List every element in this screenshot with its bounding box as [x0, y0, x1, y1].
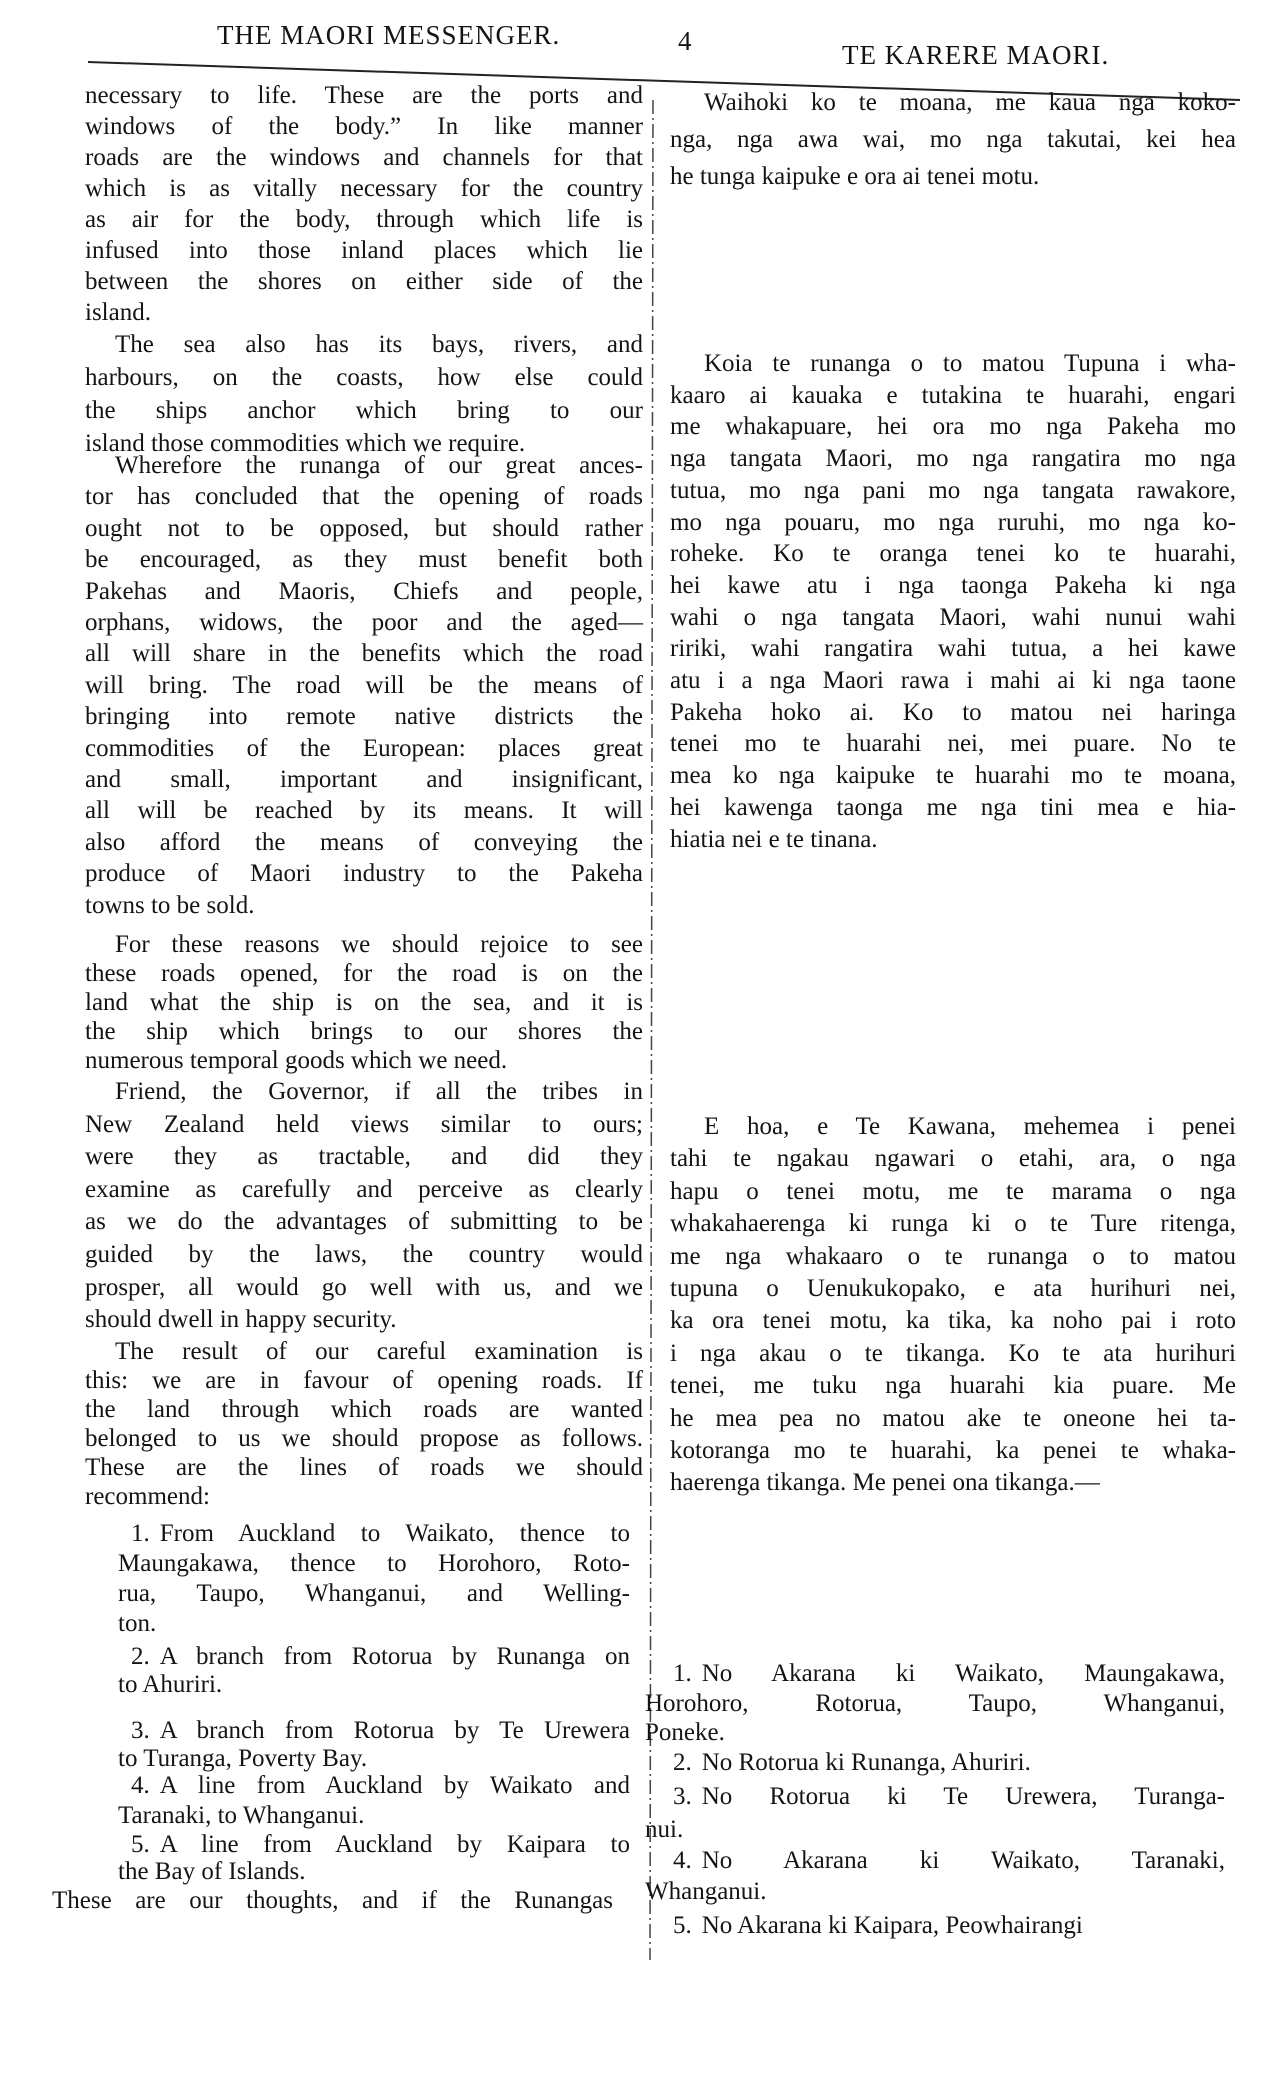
- list-number: 4.: [131, 1772, 150, 1799]
- text-line: [85, 1076, 643, 1109]
- line-text: wahi o nga tangata Maori, wahi nunui wahi: [670, 603, 1236, 631]
- line-text: towns to be sold.: [85, 891, 255, 919]
- line-text: whakahaerenga ki runga ki o te Ture ritenga,: [670, 1210, 1236, 1238]
- text-line: [85, 513, 643, 544]
- line-text: Waihoki ko te moana, me kaua nga koko-: [704, 89, 1236, 116]
- line-text: From Auckland to Waikato, thence to: [159, 1520, 630, 1547]
- line-text: Whanganui.: [645, 1878, 767, 1905]
- text-line: [85, 1239, 643, 1272]
- text-line: [118, 1519, 630, 1549]
- line-text: the land through which roads are wanted: [85, 1396, 643, 1423]
- text-line: [118, 1671, 630, 1699]
- text-line: [670, 760, 1236, 792]
- text-line: [85, 1206, 643, 1239]
- paragraph: [85, 930, 643, 1075]
- line-text: should dwell in happy security.: [85, 1306, 397, 1334]
- list-item: [118, 1771, 630, 1831]
- line-text: be encouraged, as they must benefit both: [85, 546, 643, 574]
- text-line: [85, 638, 643, 669]
- line-text: nga, nga awa wai, mo nga takutai, kei hea: [670, 126, 1236, 153]
- paragraph: [670, 348, 1236, 855]
- text-line: [670, 475, 1236, 507]
- line-text: which is as vitally necessary for the country: [85, 175, 643, 202]
- line-text: bringing into remote native districts the: [85, 703, 643, 731]
- line-text: as air for the body, through which life is: [85, 206, 643, 233]
- text-line: [118, 1549, 630, 1579]
- list-number: 3.: [673, 1783, 692, 1810]
- line-text: also afford the means of conveying the: [85, 828, 643, 856]
- line-text: Maungakawa, thence to Horohoro, Roto-: [118, 1550, 630, 1577]
- list-number: 1.: [131, 1520, 150, 1547]
- line-text: Koia te runanga o to matou Tupuna i wha-: [704, 350, 1236, 377]
- text-line: [670, 728, 1236, 760]
- line-text: windows of the body.” In like manner: [85, 113, 643, 140]
- line-text: and small, important and insignificant,: [85, 766, 643, 794]
- text-line: [118, 1609, 630, 1639]
- line-text: ought not to be opposed, but should rather: [85, 514, 643, 542]
- line-text: mea ko nga kaipuke te huarahi mo te moana,: [670, 762, 1236, 790]
- paragraph: [670, 84, 1236, 195]
- text-line: [85, 1337, 643, 1366]
- text-line: [85, 204, 643, 235]
- text-line: [670, 570, 1236, 602]
- line-text: nga tangata Maori, mo nga rangatira mo nga: [670, 445, 1236, 473]
- line-text: The sea also has its bays, rivers, and: [115, 331, 643, 358]
- text-line: [645, 1813, 1225, 1846]
- line-text: rua, Taupo, Whanganui, and Welling-: [118, 1580, 630, 1607]
- text-line: [670, 507, 1236, 539]
- text-line: [85, 988, 643, 1017]
- text-line: [85, 111, 643, 142]
- line-text: tahi te ngakau ngawari o etahi, ara, o nga: [670, 1145, 1236, 1173]
- masthead-english-title: THE MAORI MESSENGER.: [217, 20, 561, 50]
- line-text: orphans, widows, the poor and the aged—: [85, 609, 643, 637]
- list-item: [645, 1911, 1225, 1941]
- text-line: [645, 1659, 1225, 1689]
- text-line: [85, 1366, 643, 1395]
- line-text: atu i a nga Maori rawa i mahi ai ki nga taone: [670, 667, 1236, 695]
- list-item: [118, 1831, 630, 1885]
- text-line: [85, 297, 643, 328]
- line-text: he mea pea no matou ake te oneone hei ta-: [670, 1404, 1236, 1432]
- text-line: [670, 411, 1236, 443]
- line-text: A branch from Rotorua by Te Urewera: [159, 1717, 630, 1744]
- text-line: [85, 80, 643, 111]
- masthead-maori-title: TE KARERE MAORI.: [842, 40, 1110, 70]
- text-line: [670, 84, 1236, 121]
- text-line: [670, 665, 1236, 697]
- line-text: A line from Auckland by Waikato and: [159, 1772, 630, 1799]
- line-text: The result of our careful examination is: [115, 1338, 643, 1365]
- text-line: [670, 348, 1236, 380]
- line-text: A branch from Rotorua by Runanga on: [159, 1643, 630, 1670]
- text-line: [670, 443, 1236, 475]
- text-line: [85, 142, 643, 173]
- text-line: [670, 1111, 1236, 1143]
- line-text: tenei, me tuku nga huarahi kia puare. Me: [670, 1372, 1236, 1400]
- text-line: [85, 890, 643, 921]
- line-text: No Rotorua ki Te Urewera, Turanga-: [701, 1783, 1225, 1810]
- line-text: These are our thoughts, and if the Runangas: [52, 1887, 613, 1914]
- paragraph: [85, 328, 643, 460]
- paragraph: [85, 1076, 643, 1337]
- text-line: [670, 1338, 1236, 1370]
- line-text: guided by the laws, the country would: [85, 1240, 643, 1268]
- text-line: [645, 1780, 1225, 1813]
- text-line: [645, 1718, 1225, 1748]
- text-line: [118, 1745, 630, 1773]
- text-line: [85, 1141, 643, 1174]
- text-line: [670, 792, 1236, 824]
- text-line: [85, 450, 643, 481]
- text-line: [670, 1403, 1236, 1435]
- line-text: i nga akau o te tikanga. Ko te ata hurihuri: [670, 1339, 1236, 1367]
- line-text: A line from Auckland by Kaipara to: [159, 1831, 630, 1858]
- list-number: 4.: [673, 1847, 692, 1874]
- list-number: 3.: [131, 1717, 150, 1744]
- text-line: [645, 1845, 1225, 1876]
- text-line: [52, 1885, 613, 1916]
- line-text: No Akarana ki Waikato, Taranaki,: [701, 1847, 1225, 1874]
- line-text: Taranaki, to Whanganui.: [118, 1802, 365, 1829]
- line-text: were they as tractable, and did they: [85, 1143, 643, 1171]
- text-line: [670, 697, 1236, 729]
- line-text: ton.: [118, 1610, 157, 1637]
- list-number: 5.: [673, 1912, 692, 1939]
- page-number: 4: [678, 26, 693, 56]
- line-text: hei kawenga taonga me nga tini mea e hia-: [670, 793, 1236, 821]
- text-line: [85, 361, 643, 394]
- text-line: [670, 1305, 1236, 1337]
- line-text: island those commodities which we require.: [85, 430, 526, 457]
- text-line: [670, 1467, 1236, 1499]
- text-line: [670, 121, 1236, 158]
- paragraph: [670, 1111, 1236, 1500]
- line-text: kaaro ai kauaka e tutakina te huarahi, engari: [670, 381, 1236, 409]
- line-text: island.: [85, 299, 151, 326]
- line-text: the ships anchor which bring to our: [85, 397, 643, 424]
- line-text: hiatia nei e te tinana.: [670, 825, 878, 853]
- text-line: [670, 1208, 1236, 1240]
- text-line: [645, 1911, 1225, 1941]
- text-line: [670, 1143, 1236, 1175]
- text-line: [85, 1482, 643, 1511]
- line-text: Poneke.: [645, 1719, 725, 1746]
- text-line: [670, 1273, 1236, 1305]
- line-text: Pakehas and Maoris, Chiefs and people,: [85, 577, 643, 605]
- line-text: tutua, mo nga pani mo nga tangata rawakore,: [670, 476, 1236, 504]
- text-line: [85, 764, 643, 795]
- line-text: ka ora tenei motu, ka tika, ka noho pai i roto: [670, 1307, 1236, 1335]
- text-line: [670, 1176, 1236, 1208]
- text-line: [85, 1017, 643, 1046]
- text-line: [85, 670, 643, 701]
- line-text: ririki, wahi rangatira wahi tutua, a hei kawe: [670, 635, 1236, 663]
- text-line: [85, 858, 643, 889]
- text-line: [85, 607, 643, 638]
- text-line: [85, 173, 643, 204]
- line-text: For these reasons we should rejoice to see: [115, 931, 643, 958]
- text-line: [670, 538, 1236, 570]
- text-line: [85, 235, 643, 266]
- line-text: Pakeha hoko ai. Ko to matou nei haringa: [670, 698, 1236, 726]
- paragraph: [85, 450, 643, 921]
- text-line: [85, 394, 643, 427]
- line-text: land what the ship is on the sea, and it is: [85, 989, 643, 1016]
- line-text: tor has concluded that the opening of roads: [85, 483, 643, 511]
- line-text: produce of Maori industry to the Pakeha: [85, 860, 643, 888]
- list-item: [645, 1748, 1225, 1778]
- line-text: between the shores on either side of the: [85, 268, 643, 295]
- line-text: mo nga pouaru, mo nga ruruhi, mo nga ko-: [670, 508, 1236, 536]
- text-line: [670, 380, 1236, 412]
- text-line: [670, 1241, 1236, 1273]
- list-number: 2.: [673, 1749, 692, 1776]
- list-item: [645, 1780, 1225, 1846]
- text-line: [118, 1643, 630, 1671]
- line-text: me whakapuare, hei ora mo nga Pakeha mo: [670, 413, 1236, 441]
- list-number: 1.: [673, 1660, 692, 1687]
- line-text: No Akarana ki Waikato, Maungakawa,: [701, 1660, 1225, 1687]
- line-text: he tunga kaipuke e ora ai tenei motu.: [670, 163, 1040, 190]
- line-text: harbours, on the coasts, how else could: [85, 364, 643, 391]
- line-text: these roads opened, for the road is on the: [85, 960, 643, 987]
- line-text: examine as carefully and perceive as clearly: [85, 1175, 643, 1203]
- line-text: necessary to life. These are the ports and: [85, 82, 643, 109]
- line-text: all will share in the benefits which the road: [85, 640, 643, 668]
- line-text: all will be reached by its means. It will: [85, 797, 643, 825]
- line-text: Wherefore the runanga of our great ances-: [115, 452, 643, 479]
- line-text: this: we are in favour of opening roads. If: [85, 1367, 643, 1394]
- line-text: as we do the advantages of submitting to be: [85, 1208, 643, 1236]
- list-item: [645, 1845, 1225, 1907]
- text-line: [670, 633, 1236, 665]
- text-line: [645, 1748, 1225, 1778]
- text-line: [85, 1453, 643, 1482]
- line-text: recommend:: [85, 1483, 210, 1510]
- line-text: No Rotorua ki Runanga, Ahuriri.: [701, 1749, 1031, 1776]
- line-text: commodities of the European: places great: [85, 734, 643, 762]
- text-line: [85, 576, 643, 607]
- text-line: [85, 1272, 643, 1305]
- text-line: [118, 1801, 630, 1831]
- text-line: [670, 158, 1236, 195]
- line-text: No Akarana ki Kaipara, Peowhairangi: [701, 1912, 1083, 1939]
- line-text: prosper, all would go well with us, and we: [85, 1273, 643, 1301]
- text-line: [85, 701, 643, 732]
- text-line: [670, 824, 1236, 856]
- text-line: [85, 1395, 643, 1424]
- line-text: numerous temporal goods which we need.: [85, 1047, 508, 1074]
- list-item: [118, 1717, 630, 1773]
- line-text: hapu o tenei motu, me te marama o nga: [670, 1177, 1236, 1205]
- text-line: [85, 1046, 643, 1075]
- text-line: [118, 1831, 630, 1858]
- text-line: [85, 959, 643, 988]
- line-text: to Ahuriri.: [118, 1671, 223, 1698]
- line-text: Friend, the Governor, if all the tribes in: [115, 1078, 643, 1105]
- text-line: [85, 1174, 643, 1207]
- text-line: [645, 1876, 1225, 1907]
- line-text: infused into those inland places which lie: [85, 237, 643, 264]
- text-line: [85, 795, 643, 826]
- line-text: the Bay of Islands.: [118, 1858, 306, 1885]
- text-line: [85, 481, 643, 512]
- paragraph: [85, 80, 643, 328]
- list-item: [645, 1659, 1225, 1748]
- text-line: [85, 1109, 643, 1142]
- text-line: [85, 544, 643, 575]
- line-text: belonged to us we should propose as follows.: [85, 1425, 643, 1452]
- closing-paragraph: [52, 1885, 613, 1916]
- text-line: [85, 733, 643, 764]
- line-text: me nga whakaaro o te runanga o to matou: [670, 1242, 1236, 1270]
- line-text: Horohoro, Rotorua, Taupo, Whanganui,: [645, 1689, 1225, 1717]
- text-line: [670, 602, 1236, 634]
- list-item: [118, 1643, 630, 1699]
- text-line: [118, 1771, 630, 1801]
- line-text: the ship which brings to our shores the: [85, 1018, 643, 1045]
- line-text: nui.: [645, 1816, 684, 1843]
- text-line: [118, 1717, 630, 1745]
- line-text: roads are the windows and channels for that: [85, 144, 643, 171]
- line-text: kotoranga mo te huarahi, ka penei te whaka-: [670, 1437, 1236, 1465]
- list-number: 5.: [131, 1831, 150, 1858]
- line-text: haerenga tikanga. Me penei ona tikanga.—: [670, 1469, 1100, 1497]
- text-line: [85, 1304, 643, 1337]
- line-text: These are the lines of roads we should: [85, 1454, 643, 1481]
- text-line: [85, 930, 643, 959]
- line-text: will bring. The road will be the means of: [85, 671, 643, 699]
- line-text: roheke. Ko te oranga tenei ko te huarahi,: [670, 540, 1236, 568]
- list-number: 2.: [131, 1643, 150, 1670]
- line-text: hei kawe atu i nga taonga Pakeha ki nga: [670, 571, 1236, 599]
- line-text: tenei mo te huarahi nei, mei puare. No te: [670, 730, 1236, 758]
- text-line: [670, 1435, 1236, 1467]
- line-text: New Zealand held views similar to ours;: [85, 1110, 643, 1138]
- line-text: E hoa, e Te Kawana, mehemea i penei: [704, 1113, 1236, 1140]
- paragraph: [85, 1337, 643, 1511]
- text-line: [118, 1579, 630, 1609]
- text-line: [670, 1370, 1236, 1402]
- line-text: to Turanga, Poverty Bay.: [118, 1745, 368, 1772]
- list-item: [118, 1519, 630, 1639]
- text-line: [85, 827, 643, 858]
- text-line: [85, 1424, 643, 1453]
- text-line: [645, 1689, 1225, 1719]
- text-line: [85, 328, 643, 361]
- text-line: [118, 1858, 630, 1885]
- text-line: [85, 266, 643, 297]
- line-text: tupuna o Uenukukopako, e ata hurihuri nei,: [670, 1275, 1236, 1303]
